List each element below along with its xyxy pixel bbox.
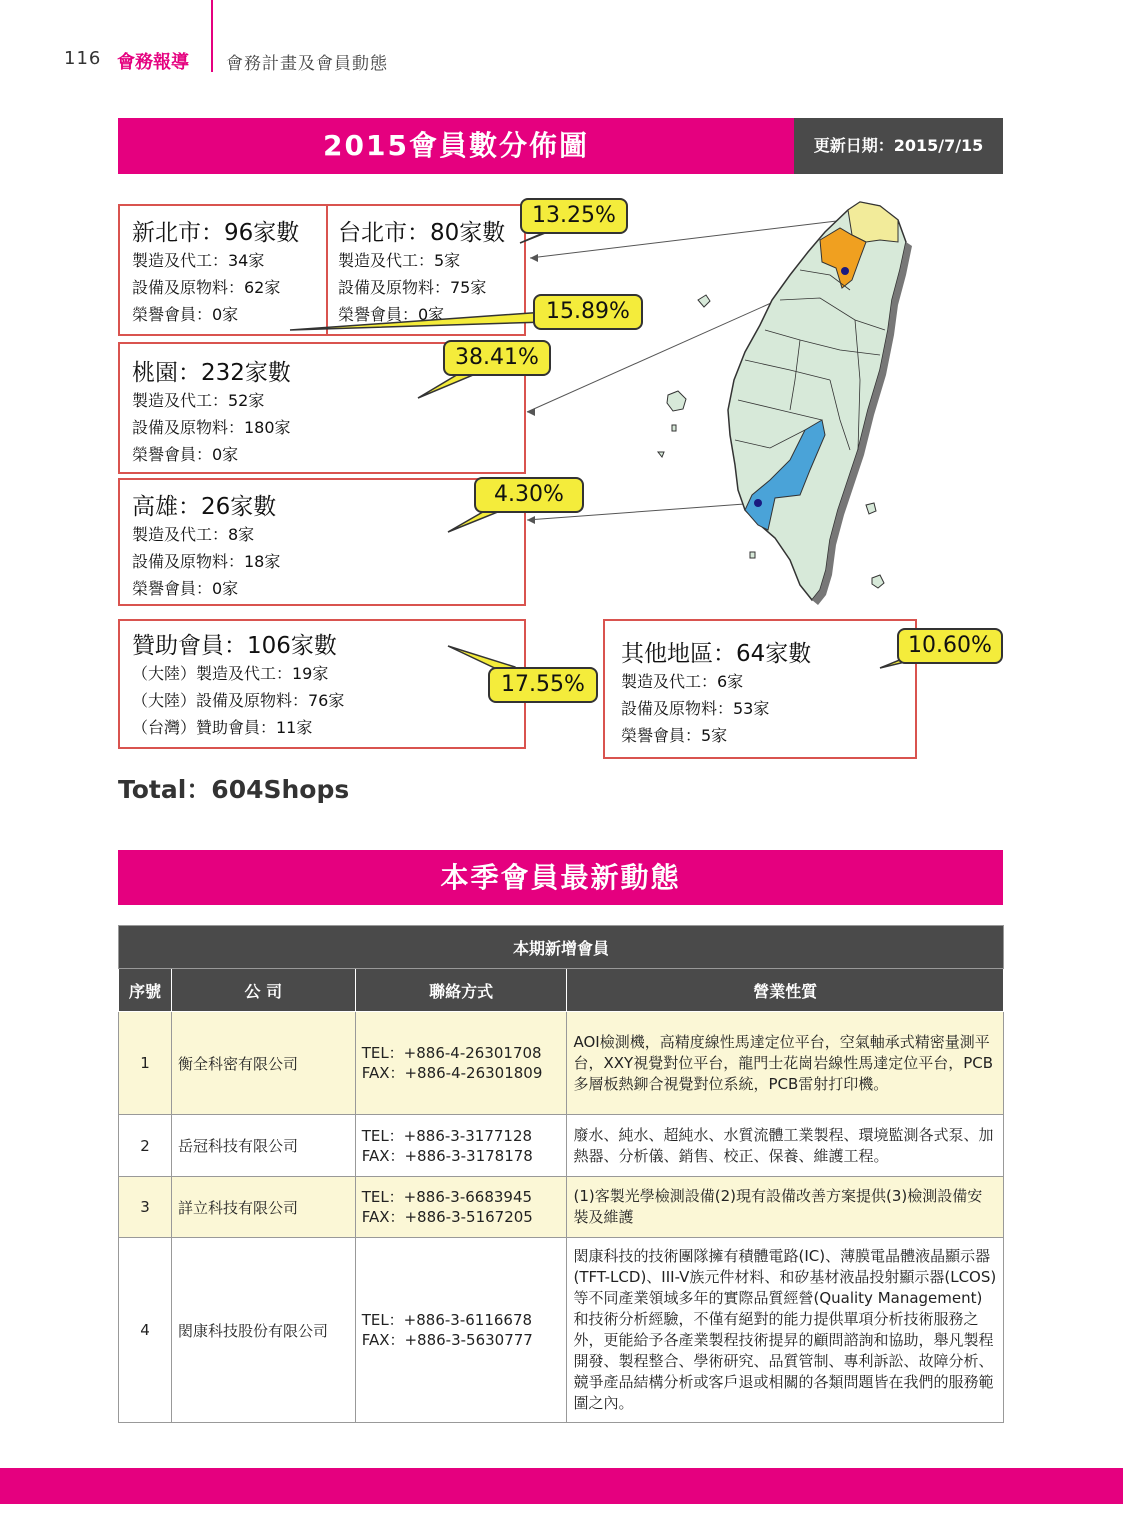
sponsor-line-2: （大陸）設備及原物料：76家 xyxy=(132,691,345,710)
table-row xyxy=(119,1012,1004,1115)
row-no: 2 xyxy=(119,1115,172,1177)
col-header-contact: 聯絡方式 xyxy=(355,969,567,1012)
newtaipei-percent: 15.89% xyxy=(533,294,643,330)
row-contact xyxy=(355,1115,567,1177)
row-contact xyxy=(355,1012,567,1115)
col-header-no: 序號 xyxy=(119,969,172,1012)
row-fax: FAX：+886-3-5167205 xyxy=(361,1208,533,1226)
taoyuan-percent: 38.41% xyxy=(443,340,551,376)
newtaipei-line-3: 榮譽會員：0家 xyxy=(132,305,239,324)
page-subtitle: 會務計畫及會員動態 xyxy=(226,54,388,74)
taoyuan-line-2: 設備及原物料：180家 xyxy=(132,418,291,437)
col-header-company: 公 司 xyxy=(171,969,355,1012)
table-title: 本期新增會員 xyxy=(119,926,1004,969)
footer-bar xyxy=(0,1468,1123,1504)
sponsor-percent: 17.55% xyxy=(488,667,598,703)
taipei-line-1: 製造及代工：5家 xyxy=(338,251,461,270)
row-company: 衡全科密有限公司 xyxy=(171,1012,355,1115)
row-company: 閎康科技股份有限公司 xyxy=(171,1238,355,1423)
sponsor-line-3: （台灣）贊助會員：11家 xyxy=(132,718,313,737)
sponsor-title: 贊助會員：106家數 xyxy=(132,633,337,659)
other-title: 其他地區：64家數 xyxy=(621,641,812,667)
row-no: 4 xyxy=(119,1238,172,1423)
newtaipei-line-2: 設備及原物料：62家 xyxy=(132,278,281,297)
row-business: 閎康科技的技術團隊擁有積體電路(IC)、薄膜電晶體液晶顯示器(TFT-LCD)、III-V族元件材料、和矽基材液晶投射顯示器(LCOS)等不同產業領域多年的實際品質經營(Quality Management)和技術分析經驗，不僅有絕對的能力提供單項分析技術服務之外，更能給予各產業製程技術提昇的顧問諮詢和協助，舉凡製程開發、製程整合、學術研究、品質管制、專利訴訟、故障分析、競爭產品結構分析或客戶退或相關的各類問題皆在我們的服務範圍之內。 xyxy=(567,1238,1004,1423)
other-line-2: 設備及原物料：53家 xyxy=(621,699,770,718)
col-header-business: 營業性質 xyxy=(567,969,1004,1012)
taipei-line-3: 榮譽會員：0家 xyxy=(338,305,445,324)
other-line-3: 榮譽會員：5家 xyxy=(621,726,728,745)
row-no: 3 xyxy=(119,1177,172,1238)
row-tel: TEL：+886-3-6116678 xyxy=(361,1311,533,1329)
kaohsiung-title: 高雄：26家數 xyxy=(132,494,277,520)
table-row xyxy=(119,1238,1004,1423)
update-date: 更新日期：2015/7/15 xyxy=(794,118,1003,174)
new-members-table xyxy=(118,925,1004,1423)
row-company: 詳立科技有限公司 xyxy=(171,1177,355,1238)
kaohsiung-line-2: 設備及原物料：18家 xyxy=(132,552,281,571)
section-name: 會務報導 xyxy=(117,52,189,73)
row-business: (1)客製光學檢測設備(2)現有設備改善方案提供(3)檢測設備安裝及維護 xyxy=(567,1177,1004,1238)
table-header-row xyxy=(119,969,1004,1012)
kaohsiung-line-3: 榮譽會員：0家 xyxy=(132,579,239,598)
distribution-title: 2015會員數分佈圖 xyxy=(118,118,794,174)
taipei-percent: 13.25% xyxy=(520,198,628,234)
taoyuan-line-3: 榮譽會員：0家 xyxy=(132,445,239,464)
taoyuan-title: 桃園：232家數 xyxy=(132,360,291,386)
row-tel: TEL：+886-3-3177128 xyxy=(361,1126,533,1145)
total-shops: Total：604Shops xyxy=(118,775,350,804)
newtaipei-line-1: 製造及代工：34家 xyxy=(132,251,265,270)
table-title-row xyxy=(119,926,1004,969)
row-business: 廢水、純水、超純水、水質流體工業製程、環境監測各式泵、加熱器、分析儀、銷售、校正、保養、維護工程。 xyxy=(567,1115,1004,1177)
row-no: 1 xyxy=(119,1012,172,1115)
page-number: 116 xyxy=(64,48,102,69)
row-contact xyxy=(355,1177,567,1238)
sponsor-line-1: （大陸）製造及代工：19家 xyxy=(132,664,329,683)
newtaipei-title: 新北市：96家數 xyxy=(132,220,300,246)
table-row xyxy=(119,1177,1004,1238)
row-fax: FAX：+886-3-3178178 xyxy=(361,1146,533,1165)
other-percent: 10.60% xyxy=(897,628,1003,664)
kaohsiung-line-1: 製造及代工：8家 xyxy=(132,525,255,544)
table-row xyxy=(119,1115,1004,1177)
row-tel: TEL：+886-3-6683945 xyxy=(361,1188,533,1206)
row-business: AOI檢測機，高精度線性馬達定位平台，空氣軸承式精密量測平台，XXY視覺對位平台，龍門士花崗岩線性馬達定位平台，PCB多層板熱鉚合視覺對位系統，PCB雷射打印機。 xyxy=(567,1012,1004,1115)
row-contact xyxy=(355,1238,567,1423)
news-title: 本季會員最新動態 xyxy=(118,850,1003,905)
row-company: 岳冠科技有限公司 xyxy=(171,1115,355,1177)
row-fax: FAX：+886-3-5630777 xyxy=(361,1331,533,1349)
row-fax: FAX：+886-4-26301809 xyxy=(361,1064,543,1082)
other-line-1: 製造及代工：6家 xyxy=(621,672,744,691)
taipei-line-2: 設備及原物料：75家 xyxy=(338,278,487,297)
kaohsiung-percent: 4.30% xyxy=(474,477,584,513)
taoyuan-line-1: 製造及代工：52家 xyxy=(132,391,265,410)
taipei-title: 台北市：80家數 xyxy=(338,220,506,246)
row-tel: TEL：+886-4-26301708 xyxy=(361,1044,542,1062)
